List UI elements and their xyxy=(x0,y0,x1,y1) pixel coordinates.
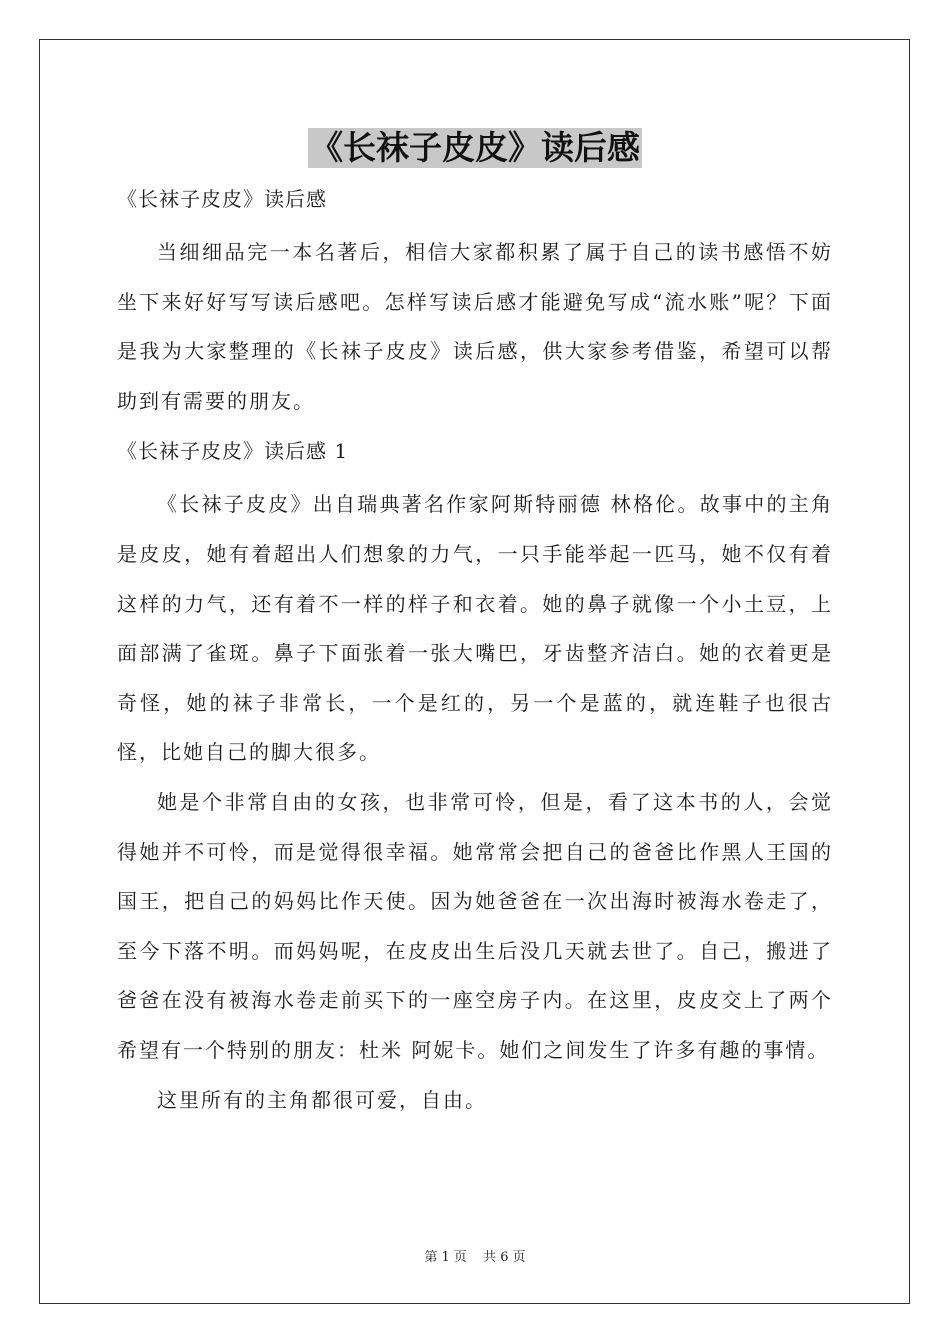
intro-paragraph: 当细细品完一本名著后，相信大家都积累了属于自己的读书感悟不妨坐下来好好写写读后感吧。怎样写读后感才能避免写成“流水账”呢？下面是我为大家整理的《长袜子皮皮》读后感，供大家参考借鉴，希望可以帮助到有需要的朋友。 xyxy=(117,240,833,413)
page-number: 第 1 页 xyxy=(424,1250,467,1265)
document-body xyxy=(117,180,833,1125)
body-paragraph-1: 《长袜子皮皮》出自瑞典著名作家阿斯特丽德 林格伦。故事中的主角是皮皮，她有着超出人们想象的力气，一只手能举起一匹马，她不仅有着这样的力气，还有着不一样的样子和衣着。她的鼻子就像一个小土豆，上面部满了雀斑。鼻子下面张着一张大嘴巴，牙齿整齐洁白。她的衣着更是奇怪，她的袜子非常长，一个是红的，另一个是蓝的，就连鞋子也很古怪，比她自己的脚大很多。 xyxy=(117,492,833,765)
section-heading: 《长袜子皮皮》读后感 1 xyxy=(117,439,349,464)
document-title: 《长袜子皮皮》读后感 xyxy=(310,128,640,167)
page-footer xyxy=(0,1246,950,1265)
body-paragraph-2: 她是个非常自由的女孩，也非常可怜，但是，看了这本书的人，会觉得她并不可怜，而是觉得很幸福。她常常会把自己的爸爸比作黑人王国的国王，把自己的妈妈比作天使。因为她爸爸在一次出海时被海水卷走了，至今下落不明。而妈妈呢，在皮皮出生后没几天就去世了。自己，搬进了爸爸在没有被海水卷走前买下的一座空房子内。在这里，皮皮交上了两个希望有一个特别的朋友：杜米 阿妮卡。她们之间发生了许多有趣的事情。 xyxy=(117,789,833,1062)
document-subtitle: 《长袜子皮皮》读后感 xyxy=(117,187,327,211)
title-area xyxy=(0,128,950,168)
body-paragraph-3: 这里所有的主角都很可爱，自由。 xyxy=(157,1087,487,1112)
page-total: 共 6 页 xyxy=(483,1250,526,1265)
